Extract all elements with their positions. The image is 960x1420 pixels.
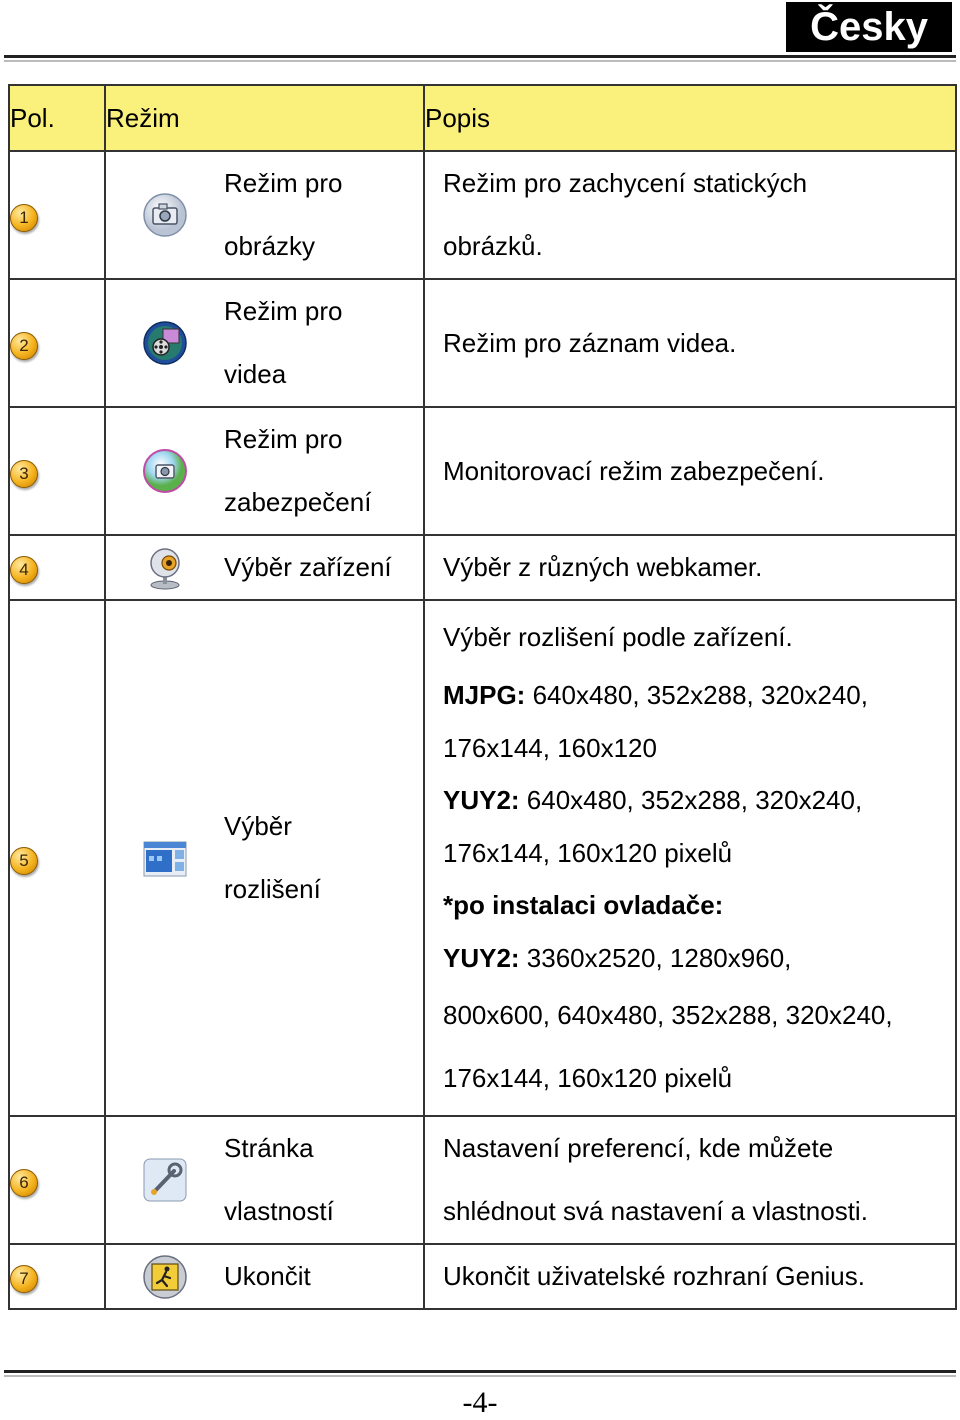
mjpg-resolutions [443, 669, 955, 722]
description-line: Režim pro záznam videa. [443, 327, 737, 358]
description-line: Výběr z různých webkamer. [443, 552, 763, 582]
description-line: Režim pro zachycení statických [443, 168, 808, 198]
mode-label-line: obrázky [224, 231, 316, 261]
exit-icon [141, 1253, 189, 1301]
mode-label-line: Stránka [224, 1133, 314, 1163]
mode-label-line: Ukončit [224, 1261, 311, 1291]
mode-label-line: vlastností [224, 1196, 334, 1226]
table-row [9, 1244, 956, 1309]
mode-label-line: Výběr zařízení [224, 552, 392, 582]
resolution-intro: Výběr rozlišení podle zařízení. [443, 622, 793, 652]
number-badge: 7 [10, 1265, 38, 1293]
format-values: 640x480, 352x288, 320x240, [519, 785, 863, 815]
header-desc: Popis [424, 85, 956, 151]
header-pol: Pol. [9, 85, 105, 151]
format-values-continued: 800x600, 640x480, 352x288, 320x240, [443, 1000, 893, 1030]
page-number: -4- [462, 1386, 498, 1419]
description-line: shlédnout svá nastavení a vlastnosti. [443, 1196, 868, 1226]
camera-icon [141, 191, 189, 239]
header-mode: Režim [105, 85, 424, 151]
table-row [9, 535, 956, 600]
table-header-row [9, 85, 956, 151]
number-badge: 1 [10, 204, 38, 232]
mode-label-line: Výběr [224, 811, 292, 841]
film-reel-icon [141, 319, 189, 367]
table-row [9, 407, 956, 535]
format-label: YUY2: [443, 942, 520, 973]
number-badge: 2 [10, 332, 38, 360]
yuy2-driver-resolutions [443, 932, 955, 985]
description-line: Ukončit uživatelské rozhraní Genius. [443, 1261, 865, 1291]
mode-label-line: Režim pro [224, 424, 343, 454]
webcam-icon [141, 544, 189, 592]
resolution-icon [141, 834, 189, 882]
description-line: Nastavení preferencí, kde můžete [443, 1133, 834, 1163]
format-label: YUY2: [443, 785, 520, 815]
mode-label-line: Režim pro [224, 296, 343, 326]
table-row [9, 1116, 956, 1244]
format-values-continued: 176x144, 160x120 [443, 732, 657, 763]
format-values: 3360x2520, 1280x960, [519, 942, 792, 973]
modes-table [8, 84, 957, 1310]
format-values: 640x480, 352x288, 320x240, [525, 680, 868, 710]
mode-label-line: Režim pro [224, 168, 343, 198]
footer-rule [4, 1370, 956, 1373]
number-badge: 4 [10, 556, 38, 584]
wrench-icon [141, 1156, 189, 1204]
security-camera-icon [141, 447, 189, 495]
mode-label-line: videa [224, 359, 287, 389]
description-line: obrázků. [443, 231, 543, 261]
header-rule [4, 55, 956, 58]
format-label: MJPG: [443, 680, 526, 710]
mode-label-line: zabezpečení [224, 487, 372, 517]
mode-label-line: rozlišení [224, 874, 321, 904]
number-badge: 3 [10, 460, 38, 488]
language-badge: Česky [786, 2, 952, 52]
format-values-continued: 176x144, 160x120 pixelů [443, 1063, 733, 1093]
number-badge: 6 [10, 1169, 38, 1197]
table-row [9, 279, 956, 407]
number-badge: 5 [10, 847, 38, 875]
table-row [9, 151, 956, 279]
table-row [9, 600, 956, 1116]
format-values-continued: 176x144, 160x120 pixelů [443, 837, 733, 868]
driver-note: *po instalaci ovladače: [443, 890, 724, 920]
yuy2-resolutions [443, 774, 955, 827]
description-line: Monitorovací režim zabezpečení. [443, 455, 825, 486]
